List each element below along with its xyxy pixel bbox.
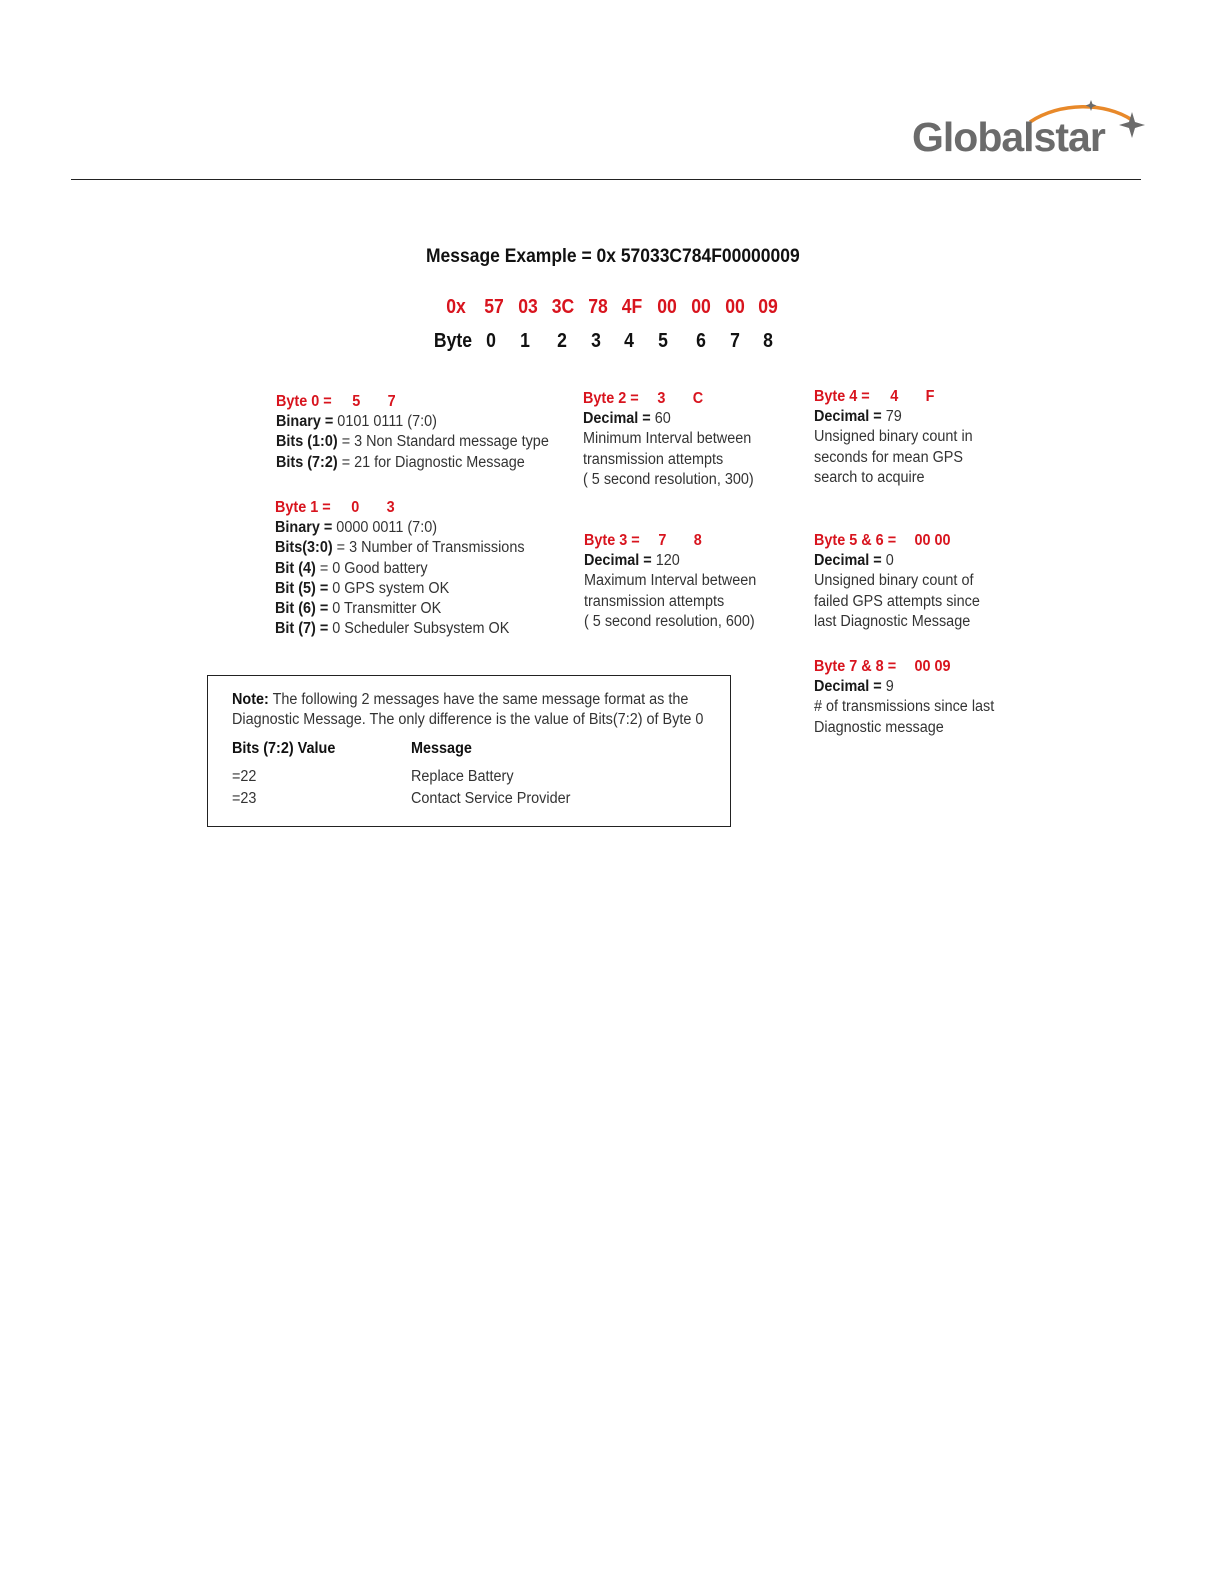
byte-index: 1 bbox=[520, 330, 530, 352]
byte-index: 4 bbox=[624, 330, 634, 352]
byte1-bit-5: Bit (5) = 0 GPS system OK bbox=[275, 579, 450, 597]
byte-index: 6 bbox=[696, 330, 706, 352]
note-text bbox=[232, 690, 703, 730]
byte1-header: Byte 1 = 0 3 bbox=[275, 499, 395, 516]
byte78-desc-line: Diagnostic message bbox=[814, 718, 944, 736]
hex-byte: 00 bbox=[691, 296, 711, 318]
byte2-desc-line: Minimum Interval between bbox=[583, 430, 752, 448]
byte2-desc-line: ( 5 second resolution, 300) bbox=[583, 470, 754, 488]
byte56-desc-line: failed GPS attempts since bbox=[814, 592, 980, 610]
note-row-message: Replace Battery bbox=[411, 768, 514, 785]
header-divider bbox=[71, 179, 1141, 180]
byte1-bit-7: Bit (7) = 0 Scheduler Subsystem OK bbox=[275, 620, 510, 638]
hex-byte-row bbox=[0, 296, 1224, 322]
byte3-desc-line: transmission attempts bbox=[584, 592, 725, 610]
byte-row-label: Byte bbox=[433, 330, 473, 352]
hex-byte: 4F bbox=[621, 296, 643, 318]
byte3-desc-line: ( 5 second resolution, 600) bbox=[584, 612, 755, 630]
note-box bbox=[207, 675, 731, 827]
hex-prefix: 0x bbox=[446, 296, 466, 318]
byte4-decimal: Decimal = 79 bbox=[814, 408, 902, 426]
byte2-block bbox=[583, 389, 754, 490]
byte78-block bbox=[814, 657, 994, 738]
byte56-desc-line: Unsigned binary count of bbox=[814, 572, 974, 590]
note-col-value-header: Bits (7:2) Value bbox=[232, 740, 336, 757]
note-row-value: =22 bbox=[232, 768, 257, 785]
byte0-bits-1-0: Bits (1:0) = 3 Non Standard message type bbox=[276, 433, 549, 451]
byte1-binary: Binary = 0000 0011 (7:0) bbox=[275, 519, 438, 537]
note-row-value: =23 bbox=[232, 790, 257, 807]
byte56-block bbox=[814, 531, 980, 632]
byte78-decimal: Decimal = 9 bbox=[814, 678, 894, 696]
byte0-binary: Binary = 0101 0111 (7:0) bbox=[276, 413, 437, 431]
hex-byte: 03 bbox=[518, 296, 538, 318]
byte0-block bbox=[276, 392, 549, 473]
byte1-bit-4: Bit (4) = 0 Good battery bbox=[275, 559, 428, 577]
byte3-block bbox=[584, 531, 756, 632]
byte4-block bbox=[814, 387, 973, 488]
globalstar-logo bbox=[910, 100, 1145, 162]
byte-index: 8 bbox=[763, 330, 773, 352]
byte78-header: Byte 7 & 8 = 00 09 bbox=[814, 658, 951, 675]
hex-byte: 09 bbox=[758, 296, 778, 318]
byte56-header: Byte 5 & 6 = 00 00 bbox=[814, 532, 951, 549]
byte0-header: Byte 0 = 5 7 bbox=[276, 393, 396, 410]
logo-wordmark: Globalstar bbox=[912, 114, 1105, 160]
byte56-decimal: Decimal = 0 bbox=[814, 552, 894, 570]
byte56-desc-line: last Diagnostic Message bbox=[814, 612, 971, 630]
note-line: The following 2 messages have the same message format as the bbox=[268, 691, 689, 708]
note-col-message-header: Message bbox=[411, 740, 472, 757]
byte2-desc-line: transmission attempts bbox=[583, 450, 724, 468]
byte1-bits-3-0: Bits(3:0) = 3 Number of Transmissions bbox=[275, 539, 525, 557]
byte2-decimal: Decimal = 60 bbox=[583, 410, 671, 428]
hex-byte: 3C bbox=[551, 296, 575, 318]
byte-index-row bbox=[0, 330, 1224, 356]
byte78-desc-line: # of transmissions since last bbox=[814, 698, 995, 716]
note-line: Diagnostic Message. The only difference is the value of Bits(7:2) of Byte 0 bbox=[232, 711, 704, 728]
byte-index: 5 bbox=[658, 330, 668, 352]
byte0-bits-7-2: Bits (7:2) = 21 for Diagnostic Message bbox=[276, 453, 525, 471]
hex-byte: 57 bbox=[484, 296, 504, 318]
byte-index: 0 bbox=[486, 330, 496, 352]
note-row-message: Contact Service Provider bbox=[411, 790, 571, 807]
byte4-header: Byte 4 = 4 F bbox=[814, 388, 935, 405]
hex-byte: 78 bbox=[588, 296, 608, 318]
byte4-desc-line: seconds for mean GPS bbox=[814, 448, 964, 466]
message-example-title: Message Example = 0x 57033C784F00000009 bbox=[426, 246, 800, 267]
note-label: Note: bbox=[232, 691, 269, 708]
byte-index: 2 bbox=[557, 330, 567, 352]
hex-byte: 00 bbox=[657, 296, 677, 318]
byte4-desc-line: Unsigned binary count in bbox=[814, 428, 973, 446]
byte3-header: Byte 3 = 7 8 bbox=[584, 532, 702, 549]
byte1-bit-6: Bit (6) = 0 Transmitter OK bbox=[275, 599, 442, 617]
byte-index: 3 bbox=[591, 330, 601, 352]
byte3-decimal: Decimal = 120 bbox=[584, 552, 680, 570]
byte2-header: Byte 2 = 3 C bbox=[583, 390, 704, 407]
byte1-block bbox=[275, 498, 525, 639]
byte3-desc-line: Maximum Interval between bbox=[584, 572, 757, 590]
byte-index: 7 bbox=[730, 330, 740, 352]
byte4-desc-line: search to acquire bbox=[814, 468, 925, 486]
hex-byte: 00 bbox=[725, 296, 745, 318]
